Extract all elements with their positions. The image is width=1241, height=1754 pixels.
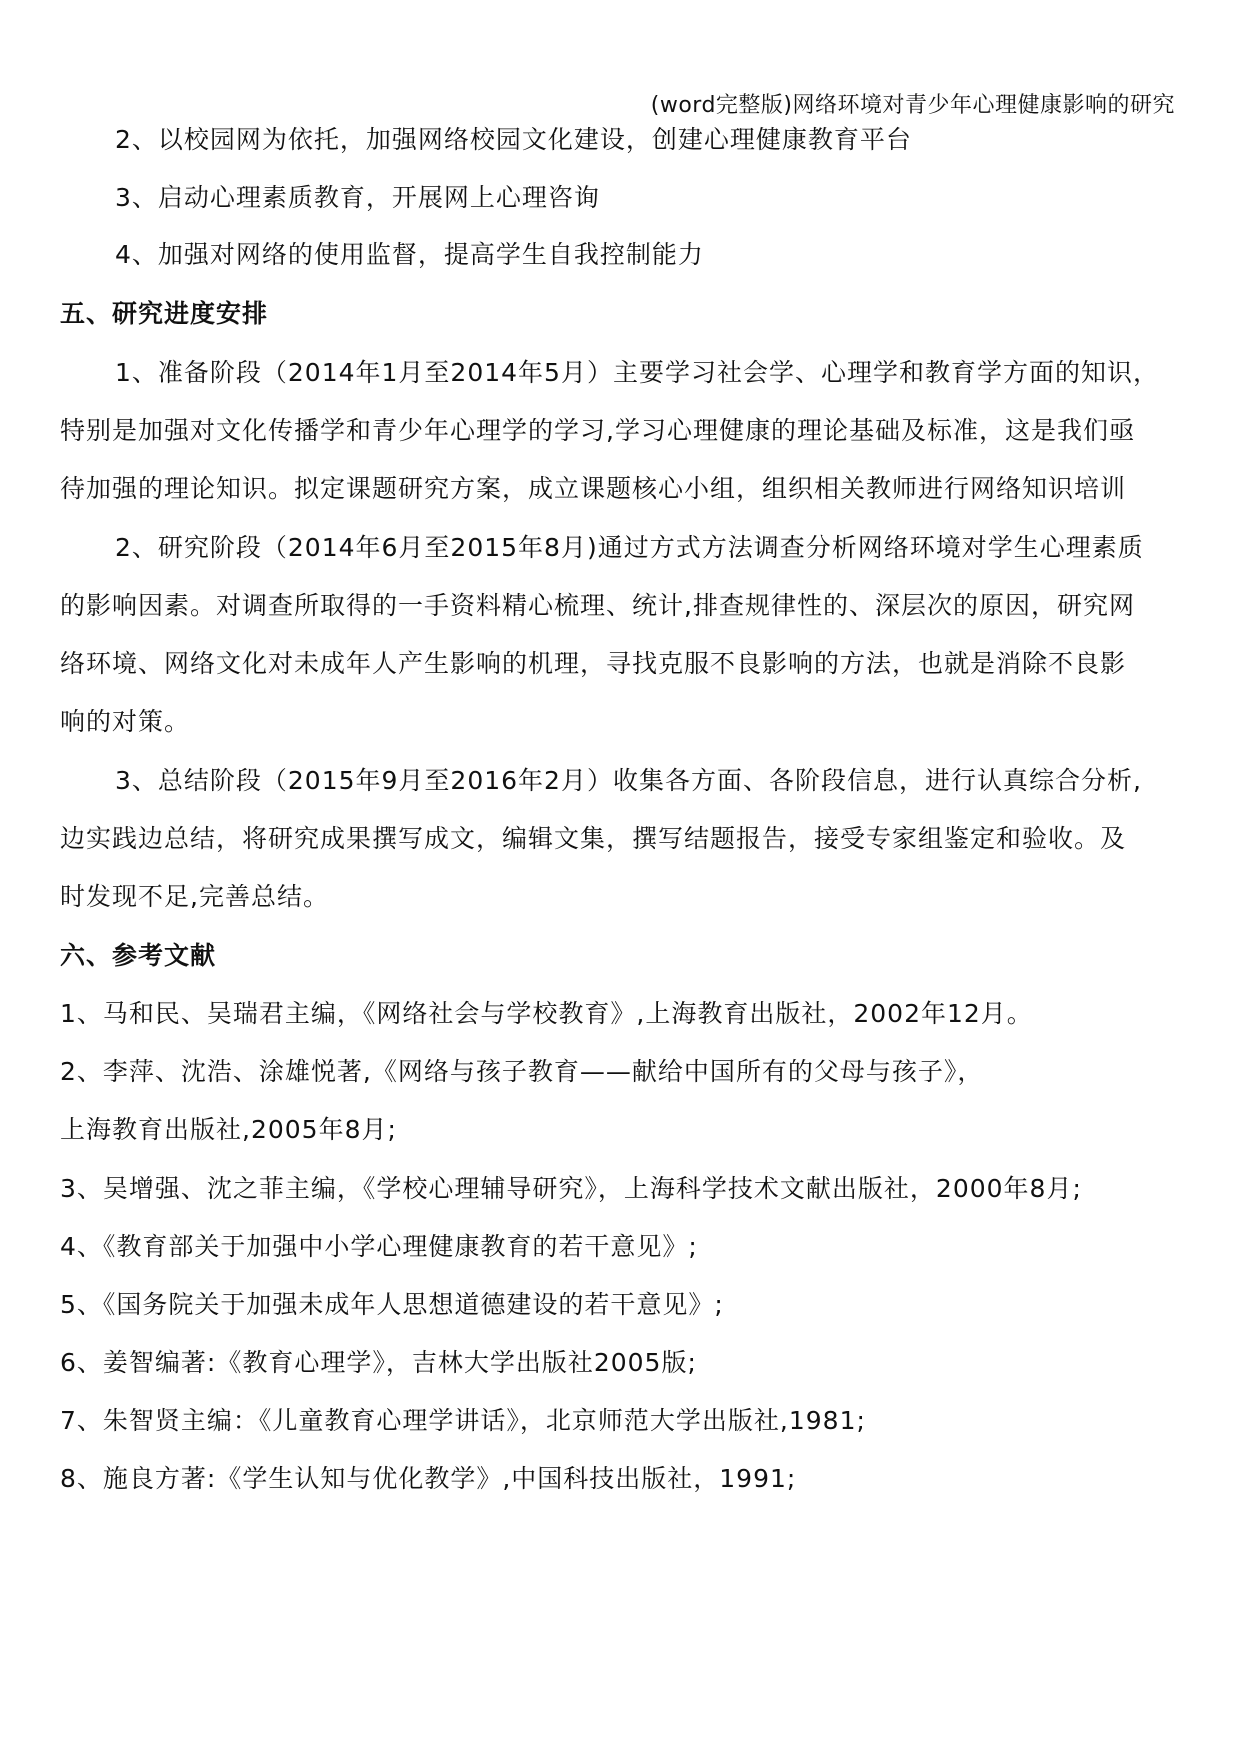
section5-p2-line-2: 的影响因素。对调查所取得的一手资料精心梳理、统计,排查规律性的、深层次的原因，研究网	[60, 591, 1135, 620]
section5-p2-line-1: 2、研究阶段（2014年6月至2015年8月)通过方式方法调查分析网络环境对学生心理素质	[115, 533, 1144, 562]
reference-4: 4、《教育部关于加强中小学心理健康教育的若干意见》;	[60, 1232, 698, 1261]
section6-heading: 六、参考文献	[60, 941, 217, 970]
section5-heading: 五、研究进度安排	[60, 299, 269, 328]
section5-p3-line-3: 时发现不足,完善总结。	[60, 882, 329, 911]
reference-7: 7、朱智贤主编：《儿童教育心理学讲话》，北京师范大学出版社,1981;	[60, 1406, 866, 1435]
section4-item-2: 2、以校园网为依托，加强网络校园文化建设，创建心理健康教育平台	[115, 125, 912, 154]
reference-6: 6、姜智编著:《教育心理学》，吉林大学出版社2005版;	[60, 1348, 697, 1377]
reference-1: 1、马和民、吴瑞君主编，《网络社会与学校教育》,上海教育出版社，2002年12月。	[60, 999, 1033, 1028]
reference-3: 3、吴增强、沈之菲主编，《学校心理辅导研究》，上海科学技术文献出版社，2000年8月;	[60, 1174, 1082, 1203]
section5-p3-line-1: 3、总结阶段（2015年9月至2016年2月）收集各方面、各阶段信息，进行认真综合分析,	[115, 766, 1142, 795]
reference-5: 5、《国务院关于加强未成年人思想道德建设的若干意见》;	[60, 1290, 724, 1319]
page-header: (word完整版)网络环境对青少年心理健康影响的研究	[650, 93, 1175, 118]
section4-item-3: 3、启动心理素质教育，开展网上心理咨询	[115, 183, 600, 212]
section5-p2-line-3: 络环境、网络文化对未成年人产生影响的机理，寻找克服不良影响的方法，也就是消除不良影	[60, 649, 1127, 678]
reference-8: 8、施良方著:《学生认知与优化教学》,中国科技出版社，1991;	[60, 1464, 797, 1493]
section5-p1-line-2: 特别是加强对文化传播学和青少年心理学的学习,学习心理健康的理论基础及标准，这是我们亟	[60, 416, 1135, 445]
section4-item-4: 4、加强对网络的使用监督，提高学生自我控制能力	[115, 240, 704, 269]
reference-2: 2、李萍、沈浩、涂雄悦著,《网络与孩子教育——献给中国所有的父母与孩子》，	[60, 1057, 984, 1086]
section5-p3-line-2: 边实践边总结，将研究成果撰写成文，编辑文集，撰写结题报告，接受专家组鉴定和验收。及	[60, 824, 1127, 853]
section5-p1-line-1: 1、准备阶段（2014年1月至2014年5月）主要学习社会学、心理学和教育学方面的知识，	[115, 358, 1159, 387]
section5-p2-line-4: 响的对策。	[60, 707, 191, 736]
reference-2-continued: 上海教育出版社,2005年8月;	[60, 1115, 397, 1144]
section5-p1-line-3: 待加强的理论知识。拟定课题研究方案，成立课题核心小组，组织相关教师进行网络知识培训	[60, 474, 1127, 503]
